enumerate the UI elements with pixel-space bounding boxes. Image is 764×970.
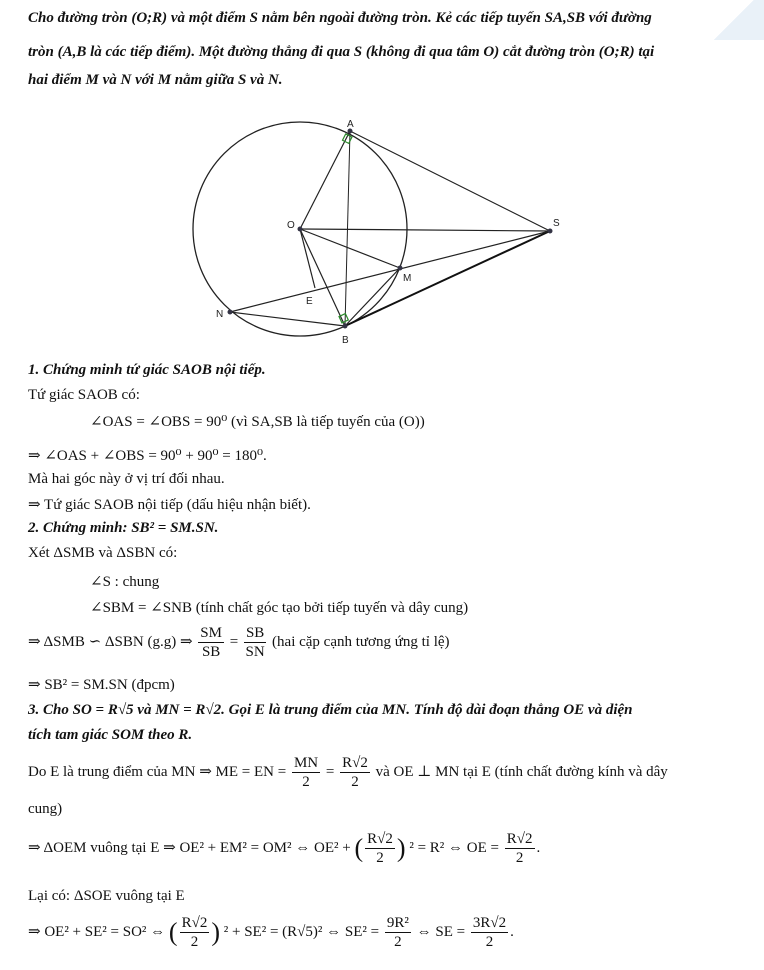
part3-heading-1: 3. Cho SO = R√5 và MN = R√2. Gọi E là trung điểm của MN. Tính độ dài đoạn thẳng OE và diện: [28, 702, 633, 718]
part3-line-4: Lại có: ΔSOE vuông tại E: [28, 888, 185, 904]
equals-sign: =: [325, 763, 335, 780]
fraction-sb-sn: $\frac{SB}{SN}$: [245, 625, 265, 660]
label-o: O: [287, 220, 295, 231]
part3-l1-a: Do E là trung điểm của MN ⇒ ME = EN =: [28, 763, 287, 780]
part3-l5-a: ⇒ OE² + SE² = SO² ⇔: [28, 923, 166, 940]
fraction-r-root2-2: $\frac{R√2}{2}$: [506, 831, 533, 866]
fraction-mn-2: $\frac{MN}{2}$: [293, 755, 319, 790]
segment-sb: [345, 231, 550, 326]
point-m: [398, 266, 403, 271]
open-paren: (: [354, 833, 364, 863]
period: .: [510, 923, 514, 940]
part3-line-5: [28, 914, 514, 951]
part3-heading-2: tích tam giác SOM theo R.: [28, 727, 193, 743]
segment-os: [300, 229, 550, 231]
segment-oe: [300, 229, 315, 288]
segment-mb: [345, 268, 400, 326]
label-s: S: [553, 218, 560, 229]
part3-l1-b: và OE ⊥ MN tại E (tính chất đường kính và dây: [375, 763, 668, 780]
part1-line-2: ∠OAS = ∠OBS = 90⁰ (vì SA,SB là tiếp tuyến của (O)): [90, 414, 425, 430]
part1-line-3: ⇒ ∠OAS + ∠OBS = 90⁰ + 90⁰ = 180⁰.: [28, 448, 267, 464]
part2-line-4: [28, 624, 450, 661]
segment-oa: [300, 131, 350, 229]
part2-heading: 2. Chứng minh: SB² = SM.SN.: [28, 520, 219, 536]
label-a: A: [347, 119, 354, 130]
part2-line-5: ⇒ SB² = SM.SN (đpcm): [28, 677, 175, 693]
part1-line-5: ⇒ Tứ giác SAOB nội tiếp (dấu hiệu nhận biết).: [28, 497, 311, 513]
part3-line-3: [28, 830, 540, 867]
part1-line-4: Mà hai góc này ở vị trí đối nhau.: [28, 471, 225, 487]
segment-nb: [230, 312, 345, 326]
label-n: N: [216, 309, 224, 320]
part2-line-3: ∠SBM = ∠SNB (tính chất góc tạo bởi tiếp tuyến và dây cung): [90, 600, 469, 616]
fraction-r-root2-2: $\frac{R√2}{2}$: [367, 831, 393, 866]
part3-l5-c: ⇔ SE =: [416, 923, 466, 940]
period: .: [536, 839, 541, 856]
part2-l4-b: (hai cặp cạnh tương ứng tỉ lệ): [272, 633, 450, 650]
fraction-sm-sb: $\frac{SM}{SB}$: [200, 625, 222, 660]
geometry-figure: [180, 110, 600, 355]
point-n: [228, 310, 233, 315]
segment-sa: [350, 131, 550, 231]
problem-line-1: Cho đường tròn (O;R) và một điểm S nằm bên ngoài đường tròn. Kẻ các tiếp tuyến SA,SB với đường: [28, 10, 652, 26]
part3-line-1: [28, 754, 668, 791]
close-paren: ): [396, 833, 406, 863]
point-s: [548, 229, 553, 234]
part3-l3-a: ⇒ ΔOEM vuông tại E ⇒ OE² + EM² = OM² ⇔ OE² +: [28, 839, 351, 856]
fraction-9r2-2: $\frac{\text{9R²}}{2}$: [386, 915, 409, 950]
fraction-r-root2-2: $\frac{R√2}{2}$: [342, 755, 368, 790]
part1-heading: 1. Chứng minh tứ giác SAOB nội tiếp.: [28, 362, 266, 378]
label-e: E: [306, 296, 313, 307]
point-b: [343, 324, 348, 329]
label-m: M: [403, 273, 412, 284]
label-b: B: [342, 335, 349, 346]
equals-sign: =: [229, 633, 239, 650]
part3-l3-b: ² = R² ⇔ OE =: [409, 839, 499, 856]
part2-line-2: ∠S : chung: [90, 574, 160, 590]
problem-line-2: tròn (A,B là các tiếp điểm). Một đường thẳng đi qua S (không đi qua tâm O) cắt đường tròn (O;R) tại: [28, 44, 655, 60]
open-paren: (: [168, 917, 178, 947]
fraction-3r-root2-2: $\frac{3R√2}{2}$: [472, 915, 507, 950]
corner-decoration: [704, 0, 764, 40]
part3-line-2: cung): [28, 801, 63, 817]
part1-line-1: Tứ giác SAOB có:: [28, 387, 140, 403]
part3-l5-b: ² + SE² = (R√5)² ⇔ SE² =: [223, 923, 380, 940]
segment-ns: [230, 231, 550, 312]
close-paren: ): [211, 917, 220, 947]
problem-line-3: hai điểm M và N với M nằm giữa S và N.: [28, 72, 283, 88]
part2-line-1: Xét ΔSMB và ΔSBN có:: [28, 545, 178, 561]
fraction-r-root2-2: $\frac{R√2}{2}$: [181, 915, 208, 950]
point-o: [298, 227, 303, 232]
part2-l4-a: ⇒ ΔSMB ∽ ΔSBN (g.g) ⇒: [28, 633, 193, 650]
segment-ab: [345, 131, 350, 326]
